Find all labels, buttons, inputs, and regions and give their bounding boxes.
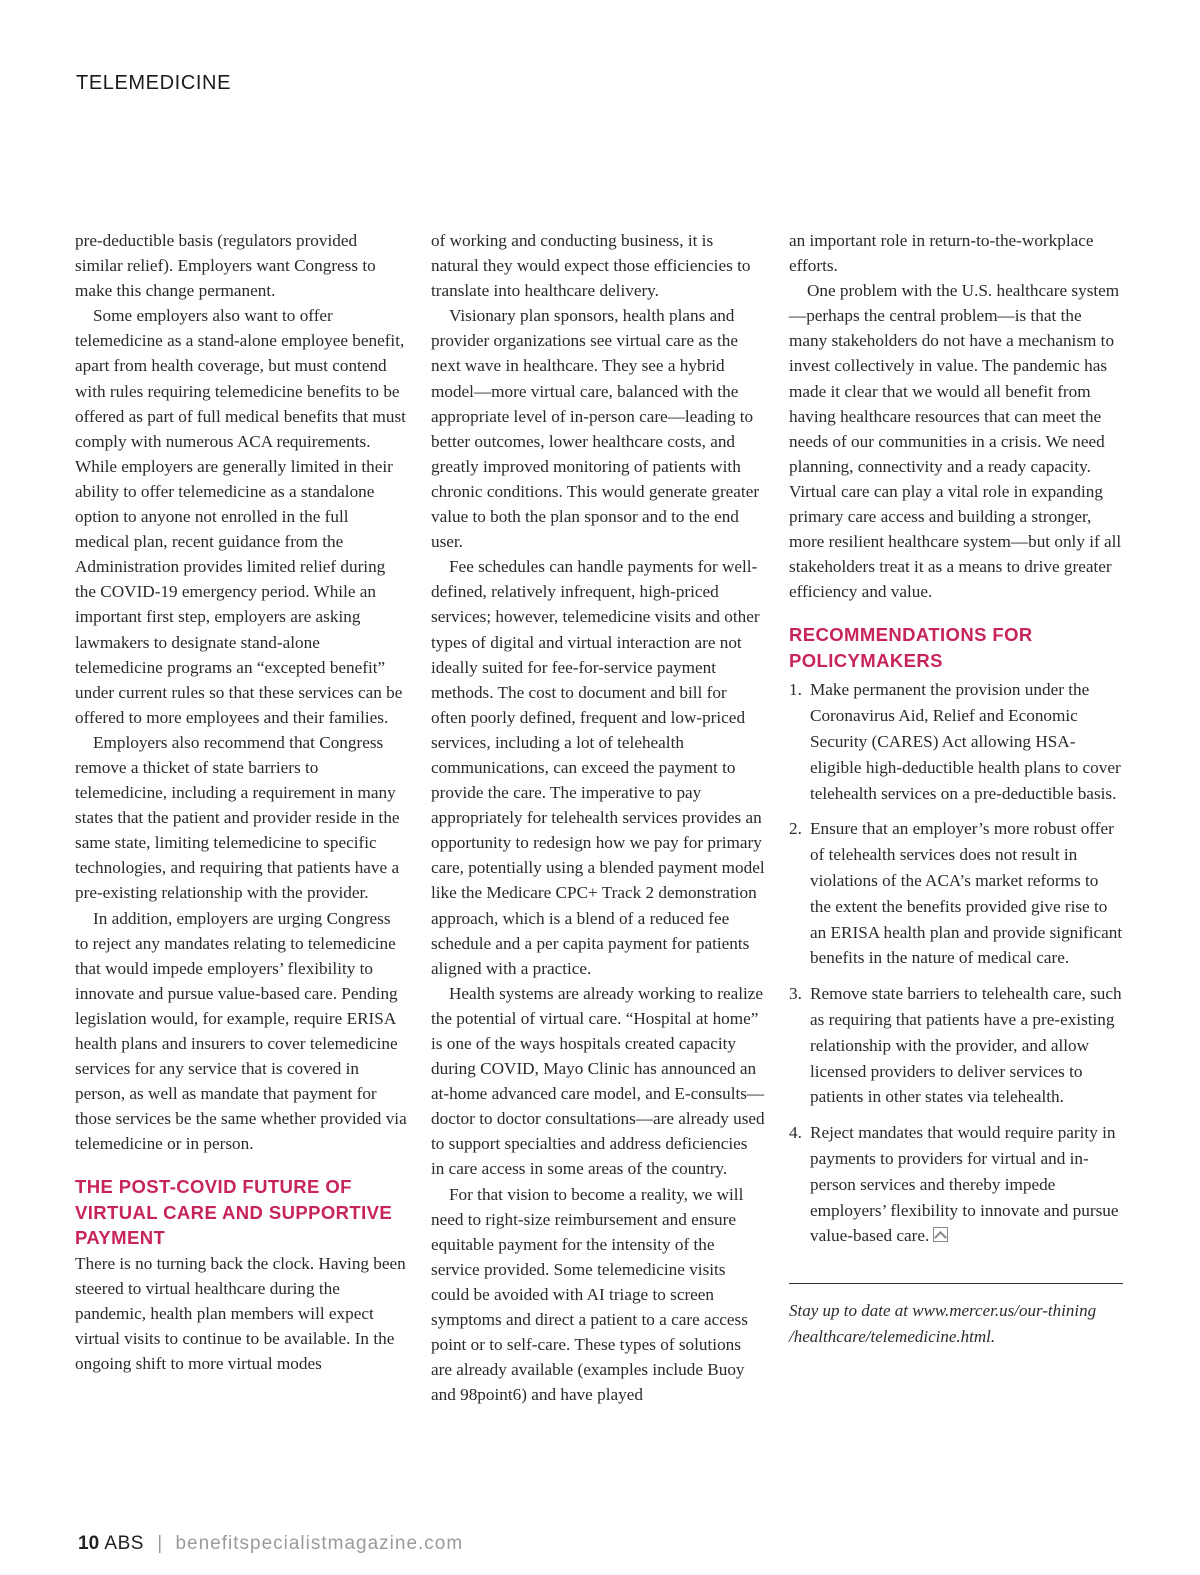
section-heading: THE POST-COVID FUTURE OF VIRTUAL CARE AND SUPPORTIVE PAYMENT — [75, 1176, 393, 1249]
recommendations-list — [789, 677, 1123, 1249]
end-mark-icon — [933, 1227, 948, 1242]
paragraph: Visionary plan sponsors, health plans and provider organizations see virtual care as the next wave in healthcare. They see a hybrid model—more virtual care, balanced with the appropriate level of in-person care—leading to better outcomes, lower healthcare costs, and greatly improved monitoring of patients with chronic conditions. This would generate greater value to both the plan sponsor and to the end user. — [431, 306, 760, 552]
list-item — [789, 981, 1123, 1110]
column-2 — [431, 228, 765, 1407]
divider — [789, 1283, 1123, 1284]
footer-separator: | — [157, 1533, 163, 1554]
column-3 — [789, 228, 1123, 1350]
list-item-text: Ensure that an employer’s more robust offer of telehealth services does not result in violations of the ACA’s market reforms to the extent the benefits provided give rise to an ERISA health plan and provide significant benefits in the nature of medical care. — [810, 819, 1123, 968]
paragraph: One problem with the U.S. healthcare system—perhaps the central problem—is that the many stakeholders do not have a mechanism to invest collectively in value. The pandemic has made it clear that we would all benefit from having healthcare resources that can meet the needs of our communities in a crisis. We need planning, connectivity and a ready capacity. Virtual care can play a vital role in expanding primary care access and building a stronger, more resilient healthcare system—but only if all stakeholders treat it as a means to drive greater efficiency and value. — [789, 281, 1122, 602]
list-item-text: Make permanent the provision under the Coronavirus Aid, Relief and Economic Security (CARES) Act allowing HSA-eligible high-deductible health plans to cover telehealth services on a pre-deductible basis. — [810, 680, 1121, 803]
section-heading: RECOMMENDATIONS FOR POLICYMAKERS — [789, 624, 1033, 671]
paragraph: Health systems are already working to realize the potential of virtual care. “Hospital at home” is one of the ways hospitals created capacity during COVID, Mayo Clinic has announced an at-home advanced care model, and E-consults—doctor to doctor consultations—are already used to support specialties and address deficiencies in care access in some areas of the country. — [431, 983, 765, 1179]
page-number: 10 — [78, 1533, 100, 1554]
paragraph: For that vision to become a reality, we will need to right-size reimbursement and ensure equitable payment for the intensity of the service provided. Some telemedicine visits could be avoided with AI triage to screen symptoms and direct a patient to a care access point or to self-care. These types of solutions are already available (examples include Buoy and 98point6) and have played — [431, 1184, 748, 1405]
paragraph: Fee schedules can handle payments for well-defined, relatively infrequent, high-priced services; however, telemedicine visits and other types of digital and virtual interaction are not ideally suited for fee-for-service payment methods. The cost to document and bill for often poorly defined, frequent and low-priced services, including a lot of telehealth communications, can exceed the payment to provide the care. The imperative to pay appropriately for telehealth services provides an opportunity to redesign how we pay for primary care, potentially using a blended payment model like the Medicare CPC+ Track 2 demonstration approach, which is a blend of a reduced fee schedule and a per capita payment for patients aligned with a practice. — [431, 557, 765, 978]
list-number: 4. — [789, 1123, 802, 1143]
column-1 — [75, 228, 407, 1376]
list-item — [789, 677, 1123, 806]
section-label: TELEMEDICINE — [76, 72, 232, 94]
list-number: 3. — [789, 984, 802, 1004]
list-item-text: Remove state barriers to telehealth care, such as requiring that patients have a pre-existing relationship with the provider, and allow licensed providers to deliver services to patients in other states via telehealth. — [810, 984, 1122, 1107]
paragraph: In addition, employers are urging Congress to reject any mandates relating to telemedicine that would impede employers’ flexibility to innovate and pursue value-based care. Pending legislation would, for example, require ERISA health plans and insurers to cover telemedicine services for any service that is covered in person, as well as mandate that payment for those services be the same whether provided via telemedicine or in person. — [75, 908, 407, 1154]
list-item — [789, 816, 1123, 971]
page-footer — [78, 1533, 463, 1555]
list-item — [789, 1120, 1123, 1249]
paragraph: Some employers also want to offer telemedicine as a stand-alone employee benefit, apart from health coverage, but must contend with rules requiring telemedicine benefits to be offered as part of full medical benefits that must comply with numerous ACA requirements. While employers are generally limited in their ability to offer telemedicine as a standalone option to anyone not enrolled in the full medical plan, recent guidance from the Administration provides limited relief during the COVID-19 emergency period. While an important first step, employers are asking lawmakers to designate stand-alone telemedicine programs an “excepted benefit” under current rules so that these services can be offered to more employees and their families. — [75, 306, 406, 727]
footer-url[interactable]: benefitspecialistmagazine.com — [175, 1533, 464, 1554]
magazine-name: ABS — [104, 1533, 144, 1554]
list-number: 2. — [789, 819, 802, 839]
paragraph: Employers also recommend that Congress remove a thicket of state barriers to telemedicine, including a requirement in many states that the patient and provider reside in the same state, limiting telemedicine to specific technologies, and requiring that patients have a pre-existing relationship with the provider. — [75, 732, 400, 903]
list-item-text: Reject mandates that would require parity in payments to providers for virtual and in-person services and thereby impede employers’ flexibility to innovate and pursue value-based care. — [810, 1123, 1119, 1246]
paragraph: of working and conducting business, it is natural they would expect those efficiencies to translate into healthcare delivery. — [431, 231, 751, 301]
paragraph: pre-deductible basis (regulators provided similar relief). Employers want Congress to make this change permanent. — [75, 231, 376, 301]
list-number: 1. — [789, 680, 802, 700]
footnote: Stay up to date at www.mercer.us/our-thining /healthcare/telemedicine.html. — [789, 1301, 1097, 1347]
paragraph: an important role in return-to-the-workplace efforts. — [789, 231, 1094, 276]
paragraph: There is no turning back the clock. Having been steered to virtual healthcare during the pandemic, health plan members will expect virtual visits to continue to be available. In the ongoing shift to more virtual modes — [75, 1253, 406, 1374]
